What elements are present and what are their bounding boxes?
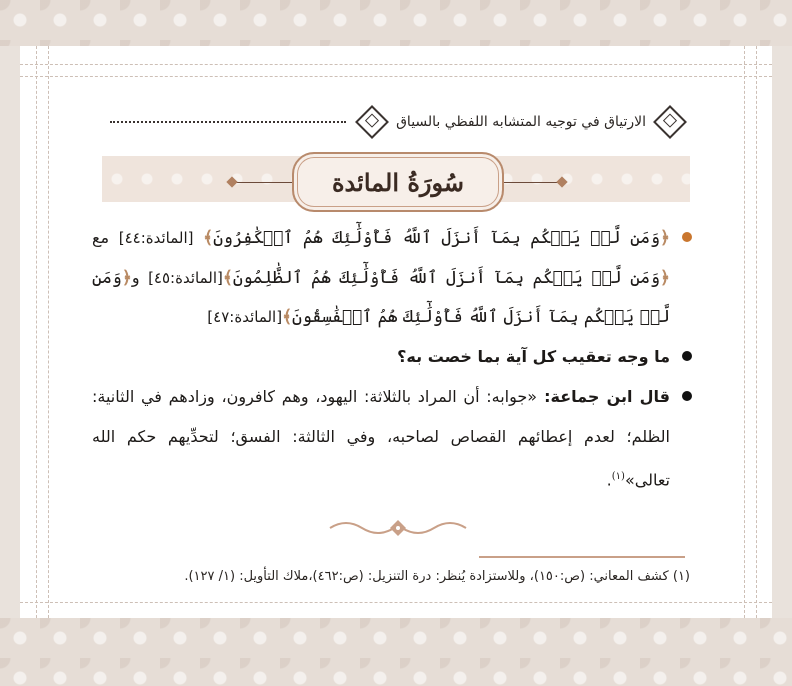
section-divider-ornament-icon — [326, 514, 470, 542]
answer-paragraph — [92, 377, 692, 501]
verse-close-bracket: ﴾ — [222, 268, 233, 288]
verse-open-bracket: ﴿ — [121, 268, 132, 288]
answer-end: . — [606, 470, 612, 490]
verse-joiner: مع — [92, 228, 110, 247]
running-head — [104, 105, 690, 139]
verse-open-bracket: ﴿ — [660, 268, 670, 288]
footnote-marker: (١) — [611, 471, 625, 482]
surah-title: سُورَةُ المائدة — [331, 167, 465, 197]
answer-label: قال ابن جماعة: — [544, 387, 670, 406]
bullet-icon — [682, 391, 692, 401]
diamond-ornament-icon — [653, 105, 687, 139]
verse-reference: [المائدة:٤٧] — [207, 308, 283, 326]
footnote: (١) كشف المعاني: (ص:١٥٠)، وللاستزادة يُنظر: درة التنزيل: (ص:٤٦٢)،ملاك التأويل: (١/ ١٢٧). — [184, 569, 690, 584]
verse-text: وَمَن لَّمۡ يَحۡكُم بِمَآ أَنزَلَ ٱللَّهُ فَأُوْلَٰٓئِكَ هُمُ ٱلۡكَٰفِرُونَ — [213, 228, 661, 248]
verse-close-bracket: ﴾ — [203, 228, 214, 248]
surah-title-cartouche — [292, 152, 504, 212]
verse-open-bracket: ﴿ — [660, 228, 671, 248]
running-head-title: الارتياق في توجيه المتشابه اللفظي بالسياق — [396, 114, 646, 130]
banner-rule-right — [500, 182, 562, 183]
verse-text: وَمَن لَّمۡ يَحۡكُم بِمَآ أَنزَلَ ٱللَّهُ فَأُوْلَٰٓئِكَ هُمُ ٱلظَّٰلِمُونَ — [232, 268, 661, 288]
verses-paragraph — [92, 218, 692, 337]
diamond-ornament-icon — [355, 105, 389, 139]
verse-reference: [المائدة:٤٤] — [118, 229, 194, 247]
verse-text: وَمَن لَّمۡ يَحۡكُم بِمَآ أَنزَلَ ٱللَّهُ فَأُوْلَٰٓئِكَ هُمُ ٱلۡفَٰسِقُونَ — [92, 268, 670, 327]
question-text: ما وجه تعقيب كل آية بما خصت به؟ — [397, 347, 670, 366]
bullet-icon — [682, 232, 692, 242]
question-paragraph — [92, 337, 692, 377]
bullet-icon — [682, 351, 692, 361]
running-head-dotted-rule — [110, 121, 346, 123]
main-text — [92, 218, 692, 501]
banner-rule-left — [232, 182, 292, 183]
verse-prefix: و — [131, 268, 140, 287]
footnote-rule — [479, 556, 685, 558]
verse-reference: [المائدة:٤٥] — [148, 269, 223, 287]
answer-text: «جوابه: أن المراد بالثلاثة: اليهود، وهم كافرون، وزادهم في الثانية: الظلم؛ لعدم إعطائهم القصاص لصاحبه، وفي الثالثة: الفسق؛ لتحدِّيهم حكم الله تعالى» — [92, 387, 670, 490]
verse-close-bracket: ﴾ — [282, 307, 293, 327]
